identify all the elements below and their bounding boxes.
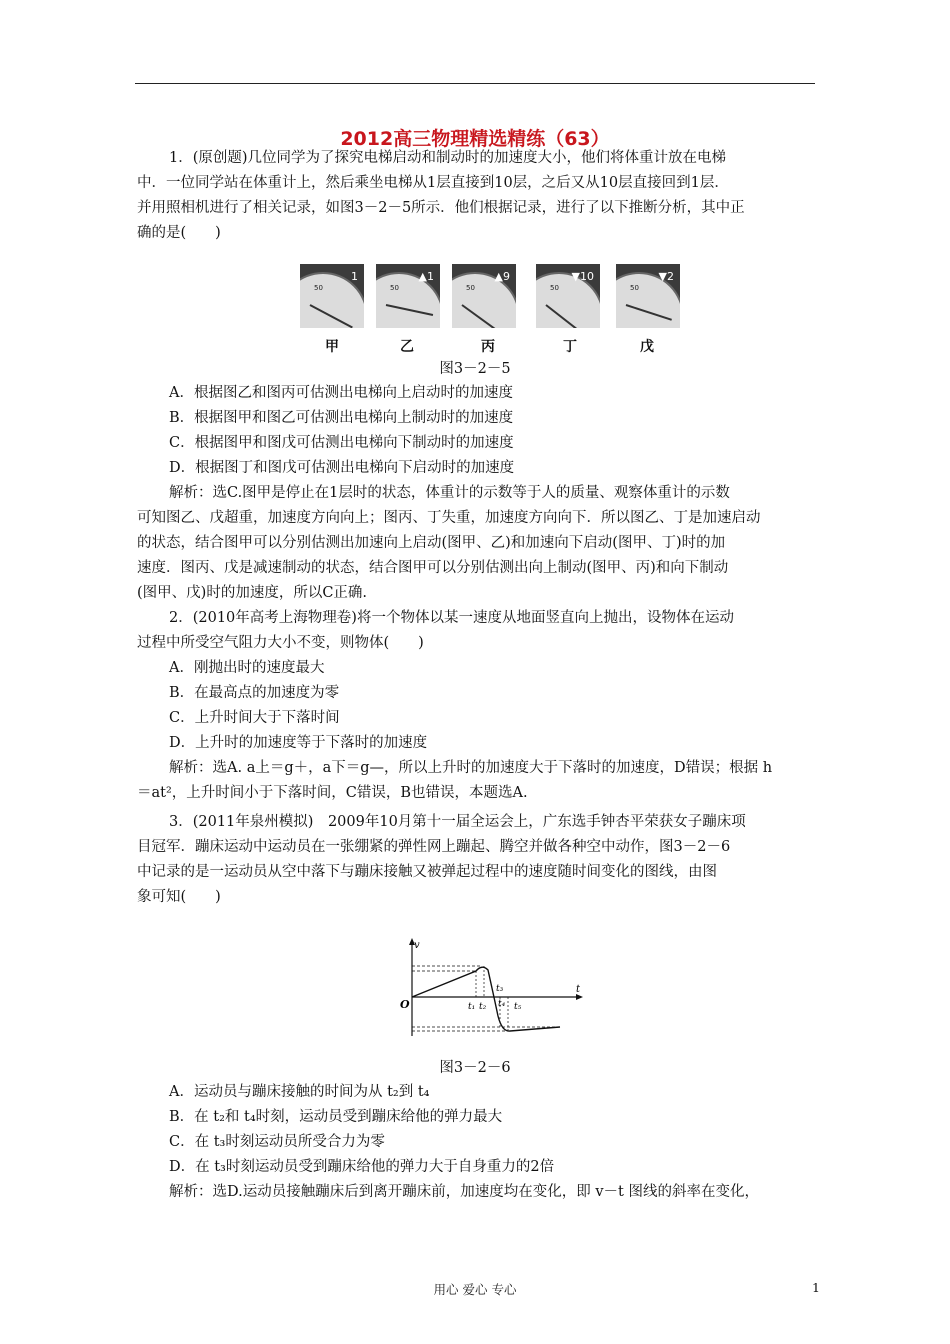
- analysis-line: 可知图乙、戊超重，加速度方向向上；图丙、丁失重，加速度方向向下．所以图乙、丁是加速启动: [137, 510, 761, 526]
- floor-display: 1: [351, 270, 358, 283]
- q1-options: [137, 381, 817, 606]
- panel-label: 乙: [400, 339, 414, 355]
- floor-display: ▲9: [494, 270, 510, 283]
- figure-caption: 图3－2－6: [439, 1060, 511, 1076]
- scale-photo-ding: 50 ▼10: [536, 264, 600, 328]
- q3-line: 3．(2011年泉州模拟) 2009年10月第十一届全运会上，广东选手钟杏平荣获女子蹦床项: [169, 814, 746, 830]
- option-d: D．在 t₃时刻运动员受到蹦床给他的弹力大于自身重力的2倍: [169, 1159, 555, 1175]
- q1-line: 中．一位同学站在体重计上，然后乘坐电梯从1层直接到10层，之后又从10层直接回到1层．: [137, 175, 729, 191]
- option-d: D．上升时的加速度等于下落时的加速度: [169, 735, 428, 751]
- option-a: A．刚抛出时的速度最大: [169, 660, 325, 676]
- option-b: B．根据图甲和图乙可估测出电梯向上制动时的加速度: [169, 410, 514, 426]
- option-b: B．在 t₂和 t₄时刻，运动员受到蹦床给他的弹力最大: [169, 1109, 503, 1125]
- y-axis-label: v: [414, 940, 420, 951]
- figure-caption: 图3－2－5: [439, 361, 511, 377]
- analysis-line: ＝at²，上升时间小于下落时间，C错误，B也错误，本题选A.: [137, 785, 528, 801]
- option-c: C．根据图甲和图戊可估测出电梯向下制动时的加速度: [169, 435, 514, 451]
- t1-label: t₁: [468, 1002, 476, 1012]
- option-c: C．在 t₃时刻运动员所受合力为零: [169, 1134, 385, 1150]
- option-a: A．根据图乙和图丙可估测出电梯向上启动时的加速度: [169, 385, 513, 401]
- panel-label: 丁: [563, 339, 577, 355]
- q2-line: 2．(2010年高考上海物理卷)将一个物体以某一速度从地面竖直向上抛出，设物体在运动: [169, 610, 734, 626]
- q2-line: 过程中所受空气阻力大小不变，则物体( ): [137, 635, 424, 651]
- origin-label: O: [400, 998, 410, 1011]
- q1-line: 确的是( ): [137, 225, 221, 241]
- panel-label: 戊: [640, 339, 654, 355]
- floor-display: ▼10: [571, 270, 594, 283]
- q3-options: [137, 1080, 817, 1205]
- analysis-line: 解析：选A. a上＝g＋，a下＝g—，所以上升时的加速度大于下落时的加速度，D错误；根据 h: [169, 760, 773, 776]
- page-footer: 用心 爱心 专心: [433, 1282, 517, 1297]
- scale-photos-figure: [300, 264, 680, 332]
- scale-photo-wu: 50 ▼2: [616, 264, 680, 328]
- q3-line: 目冠军．蹦床运动中运动员在一张绷紧的弹性网上蹦起、腾空并做各种空中动作，图3－2－6: [137, 839, 731, 855]
- analysis-line: 解析：选D.运动员接触蹦床后到离开蹦床前，加速度均在变化，即 v－t 图线的斜率在变化，: [169, 1184, 759, 1200]
- analysis-line: (图甲、戊)时的加速度，所以C正确.: [137, 585, 368, 601]
- q1-line: 并用照相机进行了相关记录，如图3－2－5所示．他们根据记录，进行了以下推断分析，其中正: [137, 200, 745, 216]
- panel-label: 丙: [481, 339, 495, 355]
- question-2: [137, 606, 817, 806]
- question-1: [137, 146, 817, 246]
- option-c: C．上升时间大于下落时间: [169, 710, 340, 726]
- analysis-line: 解析：选C.图甲是停止在1层时的状态，体重计的示数等于人的质量、观察体重计的示数: [169, 485, 730, 501]
- question-3: [137, 810, 817, 910]
- q1-line: 1．(原创题)几位同学为了探究电梯启动和制动时的加速度大小，他们将体重计放在电梯: [169, 150, 727, 166]
- option-a: A．运动员与蹦床接触的时间为从 t₂到 t₄: [169, 1084, 430, 1100]
- page-title: 2012高三物理精选精练（63）: [340, 128, 610, 150]
- analysis-line: 的状态，结合图甲可以分别估测出加速向上启动(图甲、乙)和加速向下启动(图甲、丁)时的加: [137, 535, 726, 551]
- x-axis-label: t: [576, 984, 581, 995]
- q3-line: 中记录的是一运动员从空中落下与蹦床接触又被弹起过程中的速度随时间变化的图线，由图: [137, 864, 717, 880]
- scale-photo-bing: 50 ▲9: [452, 264, 516, 328]
- option-b: B．在最高点的加速度为零: [169, 685, 340, 701]
- floor-display: ▼2: [658, 270, 674, 283]
- panel-label: 甲: [325, 339, 339, 355]
- velocity-time-graph: [400, 936, 590, 1046]
- t5-label: t₅: [514, 1002, 522, 1012]
- scale-photo-yi: 50 ▲1: [376, 264, 440, 328]
- option-d: D．根据图丁和图戊可估测出电梯向下启动时的加速度: [169, 460, 515, 476]
- q3-line: 象可知( ): [137, 889, 221, 905]
- t4-label: t₄: [498, 999, 506, 1009]
- t3-label: t₃: [496, 984, 504, 994]
- scale-photo-jia: 50 1: [300, 264, 364, 328]
- t2-label: t₂: [479, 1002, 487, 1012]
- analysis-line: 速度．图丙、戊是减速制动的状态，结合图甲可以分别估测出向上制动(图甲、丙)和向下制动: [137, 560, 729, 576]
- page-number: 1: [812, 1280, 820, 1295]
- floor-display: ▲1: [418, 270, 434, 283]
- header-rule: [135, 83, 815, 84]
